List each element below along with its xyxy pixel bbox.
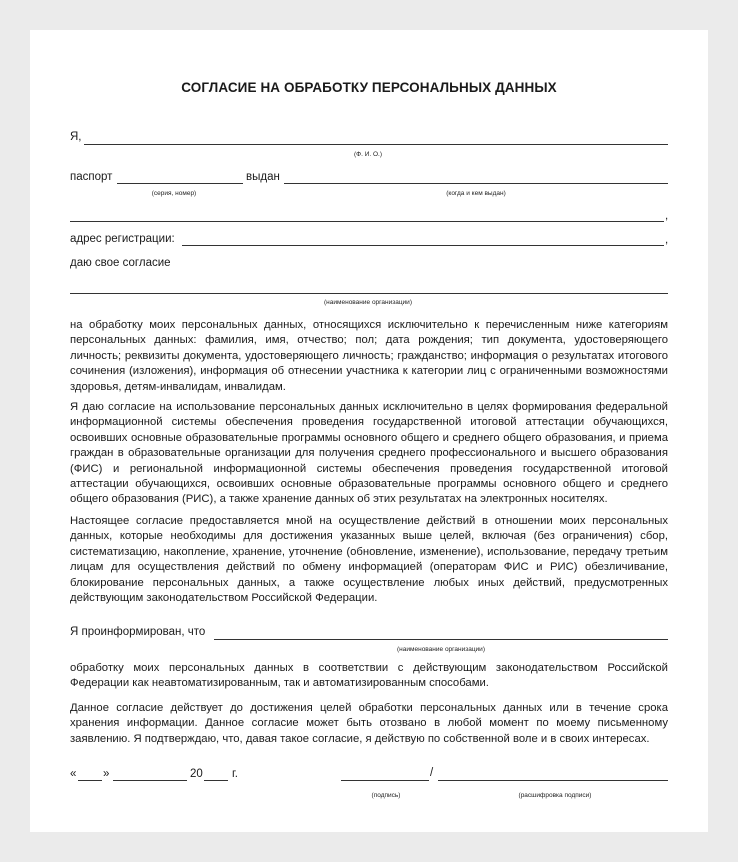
comma-2: , [665,234,669,246]
fio-caption: (Ф. И. О.) [353,151,383,158]
document-title: СОГЛАСИЕ НА ОБРАБОТКУ ПЕРСОНАЛЬНЫХ ДАННЫХ [181,80,557,95]
issued-caption: (когда и кем выдан) [446,190,506,197]
date-year-field[interactable] [204,780,228,781]
date-month-field[interactable] [113,780,187,781]
fio-field[interactable] [84,144,668,145]
passport-label: паспорт [70,171,113,183]
consent-label: даю свое согласие [70,257,171,269]
issued-continuation-field[interactable] [70,221,664,222]
passport-field[interactable] [117,183,243,184]
decoding-caption: (расшифровка подписи) [518,792,592,799]
date-day-field[interactable] [78,780,102,781]
comma-1: , [665,210,669,222]
organization-caption: (наименование организации) [324,299,412,306]
issued-label: выдан [246,171,280,183]
informed-caption: (наименование организации) [397,646,485,653]
paragraph-validity: Данное согласие действует до достижения целей обработки персональных данных или в течение срока хранения информации. Данное согласие может быть отозвано в любой момент по моему письменному заявлению. Я подтверждаю, что, давая такое согласие, я действую по собственной воле и в своих интересах. [70,702,668,745]
date-year-prefix: 20 [190,768,203,780]
signature-slash: / [430,767,434,779]
signature-decoding-field[interactable] [438,780,668,781]
date-year-suffix: г. [232,768,238,780]
address-field[interactable] [182,245,664,246]
consent-form-page [30,30,708,832]
paragraph-purpose: Я даю согласие на использование персональных данных исключительно в целях формирования федеральной информационной системы обеспечения проведения государственной итоговой аттестации обучающихся, освоивших основные образовательные программы основного общего и среднего общего образования, и приема граждан в образовательные организации для получения среднего профессионального и высшего образования (ФИС) и региональной информационной системы обеспечения проведения государственной итоговой аттестации обучающихся, освоивших основные образовательные программы основного общего и среднего общего образования (РИС), а также хранение данных об этих результатах на электронных носителях. [70,401,668,506]
paragraph-processing: обработку моих персональных данных в соответствии с действующим законодательством Российской Федерации как неавтоматизированным, так и автоматизированным способами. [70,662,668,690]
paragraph-actions: Настоящее согласие предоставляется мной на осуществление действий в отношении моих персональных данных, которые необходимы для достижения указанных выше целей, включая (без ограничения) сбор, систематизацию, накопление, хранение, уточнение (обновление, изменение), использование, передачу третьим лицам для осуществления действий по обмену информацией (операторам ФИС и РИС) обезличивание, блокирование персональных данных, а также осуществление любых иных действий, предусмотренных действующим законодательством Российской Федерации. [70,515,668,605]
signature-field[interactable] [341,780,429,781]
informed-label: Я проинформирован, что [70,626,206,638]
paragraph-categories: на обработку моих персональных данных, относящихся исключительно к перечисленным ниже категориям персональных данных: фамилия, имя, отчество; пол; дата рождения; тип документа, удостоверяющего личность; реквизиты документа, удостоверяющего личность; гражданство; информация о результатах итогового сочинения (изложения), информация об отнесении участника к категории лиц с ограниченными возможностями здоровья, детям-инвалидам, инвалидам. [70,319,668,393]
i-label: Я, [70,131,82,143]
signature-caption: (подпись) [371,792,401,799]
organization-field[interactable] [70,293,668,294]
informed-organization-field[interactable] [214,639,668,640]
date-quote-open: « [70,768,77,780]
date-quote-close: » [103,768,110,780]
issued-field[interactable] [284,183,668,184]
passport-caption: (серия, номер) [151,190,197,197]
address-label: адрес регистрации: [70,233,175,245]
